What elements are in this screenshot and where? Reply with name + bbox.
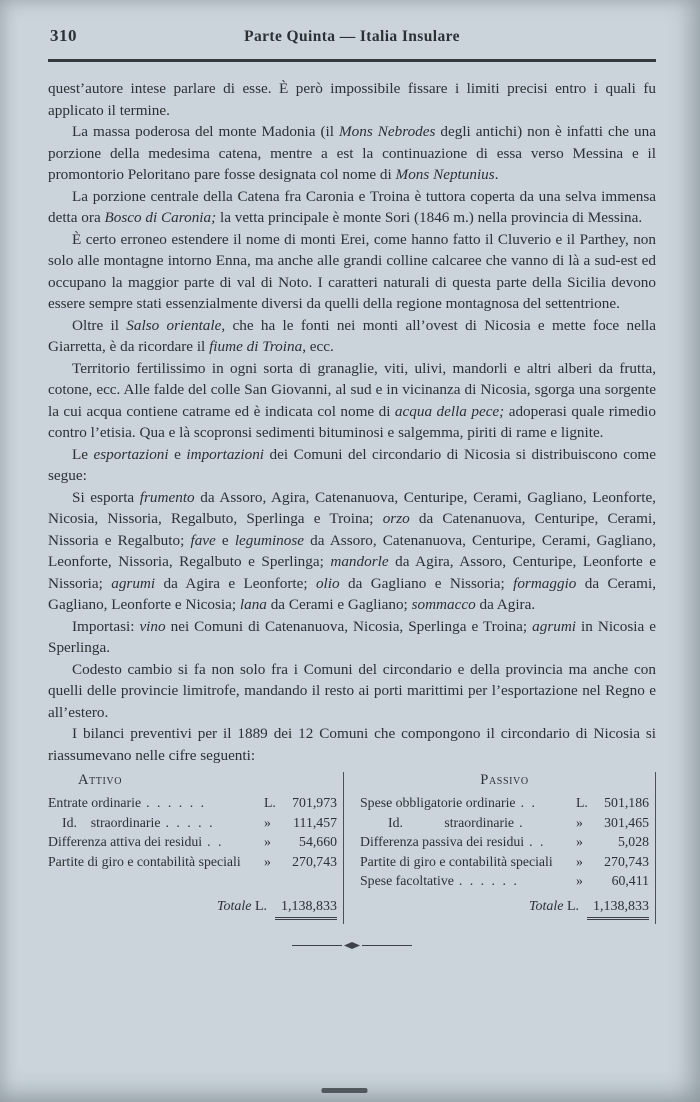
table-row: Id. straordinarie . » 301,465 [388, 814, 649, 830]
paragraph: Si esporta frumento da Assoro, Agira, Catenanuova, Centuripe, Cerami, Gagliano, Leonforte, Nicosia, Nissoria, Regalbuto, Sperlinga e Troina; orzo da Catenanuova, Centuripe, Cerami, Nissoria e Regalbuto; fave e leguminose da Assoro, Catenanuova, Centuripe, Cerami, Gagliano, Leonforte, Nissoria, Regalbuto e Sperlinga; mandorle da Agira, Assoro, Centuripe, Leonforte e Nissoria; agrumi da Agira e Leonforte; olio da Gagliano e Nissoria; formaggio da Cerami, Gagliano, Leonforte e Nicosia; lana da Cerami e Gagliano; sommacco da Agira. [48, 488, 656, 613]
divider-line-left [292, 945, 342, 946]
table-row: Spese facoltative . . . . . . » 60,411 [360, 873, 649, 888]
scan-artifact [321, 1088, 367, 1093]
table-row: Entrate ordinarie . . . . . . L. 701,973 [48, 795, 337, 810]
paragraph: La porzione centrale della Catena fra Caronia e Troina è tuttora coperta da una selva immensa detta ora Bosco di Caronia; la vetta principale è monte Sori (1846 m.) nella provincia di Messina. [48, 187, 656, 226]
paragraph: Importasi: vino nei Comuni di Catenanuova, Nicosia, Sperlinga e Troina; agrumi in Nicosia e Sperlinga. [48, 617, 656, 656]
divider-line-right [362, 945, 412, 946]
paragraph: Oltre il Salso orientale, che ha le fonti nei monti all’ovest di Nicosia e mette foce nella Giarretta, è da ricordare il fiume di Troina, ecc. [48, 316, 656, 355]
table-row: Partite di giro e contabilità speciali » 270,743 [360, 853, 649, 869]
passivo-title: Passivo [480, 772, 529, 788]
table-row: Differenza attiva dei residui . . » 54,660 [48, 834, 337, 849]
paragraph: quest’autore intese parlare di esse. È però impossibile fissare i limiti precisi entro i quali fu applicato il termine. [48, 80, 656, 119]
running-title: Parte Quinta — Italia Insulare [244, 28, 460, 45]
paragraph: È certo erroneo estendere il nome di monti Erei, come hanno fatto il Cluverio e il Parthey, non solo alle montagne intorno Enna, ma anche alle grandi colline calcaree che vanno di là a sud-est ed occupano la maggior parte di val di Noto. I caratteri naturali di questa parte della Sicilia devono essere sempre stati essenzialmente diversi da quelli della regione montagnosa del settentrione. [48, 230, 656, 312]
table-row: Id. straordinarie . . . . . » 111,457 [62, 814, 337, 830]
ornament-divider [292, 942, 412, 949]
paragraph: I bilanci preventivi per il 1889 dei 12 Comuni che compongono il circondario di Nicosia si riassumevano nelle cifre seguenti: [48, 725, 656, 764]
table-attivo [48, 772, 344, 924]
page-header [48, 26, 656, 50]
balance-tables [48, 772, 656, 924]
header-rule [48, 59, 656, 62]
table-total: Totale L. 1,138,833 [360, 899, 649, 920]
table-row: Partite di giro e contabilità speciali » 270,743 [48, 853, 337, 869]
page-number: 310 [50, 26, 77, 45]
body-text [48, 78, 656, 766]
paragraph: La massa poderosa del monte Madonia (il Mons Nebrodes degli antichi) non è infatti che una porzione della medesima catena, mentre a est la continuazione di essa verso Messina e il promontorio Peloritano pare fosse designata col nome di Mons Neptunius. [48, 123, 656, 183]
paragraph: Codesto cambio si fa non solo fra i Comuni del circondario e della provincia ma anche con quelli delle provincie limitrofe, mandando il resto ai porti marittimi per l’esportazione nel Regno e all’estero. [48, 660, 656, 721]
attivo-title: Attivo [78, 772, 123, 788]
diamond-ornament [344, 942, 360, 949]
paragraph: Territorio fertilissimo in ogni sorta di granaglie, viti, ulivi, mandorli e altri alberi da frutta, cotone, ecc. Alle falde del colle San Giovanni, al sud e in vicinanza di Nicosia, sgorga una sorgente la cui acqua contiene catrame ed è indicata col nome di acqua della pece; adoperasi quale rimedio contro l’etisia. Qua e là scopronsi sedimenti bituminosi e salgemma, piriti di rame e lignite. [48, 359, 656, 441]
paragraph: Le esportazioni e importazioni dei Comuni del circondario di Nicosia si distribuiscono come segue: [48, 445, 656, 484]
table-row: Spese obbligatorie ordinarie . . L. 501,186 [360, 795, 649, 810]
table-passivo [360, 772, 656, 924]
table-row: Differenza passiva dei residui . . » 5,028 [360, 834, 649, 849]
table-total: Totale L. 1,138,833 [48, 899, 337, 920]
